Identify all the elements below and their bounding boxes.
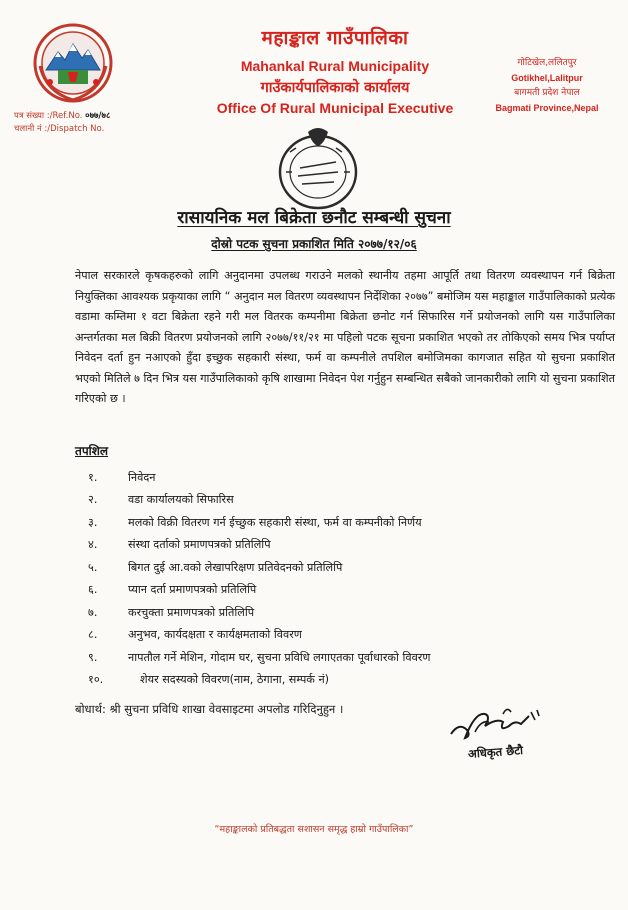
notice-subtitle: दोस्रो पटक सुचना प्रकाशित मिति २०७७/१२/०६ — [211, 237, 417, 251]
list-item-text: निवेदन — [128, 470, 156, 484]
municipality-name-english: Mahankal Rural Municipality — [240, 58, 430, 74]
address-english: Gotikhel,Lalitpur — [511, 73, 583, 83]
list-item-text: शेयर सदस्यको विवरण(नाम, ठेगाना, सम्पर्क नं) — [140, 673, 330, 687]
office-seal-icon — [270, 122, 366, 214]
list-item — [88, 511, 608, 534]
list-item-number: ३. — [88, 515, 98, 529]
signatory-title: अधिकृत छैटौ — [467, 743, 524, 761]
handwritten-signature — [445, 692, 555, 752]
notice-body: नेपाल सरकारले कृषकहरुको लागि अनुदानमा उपलब्ध गराउने मलको स्थानीय तहमा आपूर्ति तथा वितरण व्यवस्थापन गर्न बिक्रेता नियुक्तिका आवश्यक प्रकृयाका लागि “ अनुदान मल वितरण व्यवस्थापन निर्देशिका २०७७” बमोजिम यस महाङ्काल गाउँपालिकाको प्रत्येक वडामा कम्तिमा १ वटा बिक्रेता रहने गरी मल वितरक कम्पनीमा बिक्रेता छनोट गर्न सिफारिस गर्ने प्रयोजनको लागि यस गाउँपालिका अन्तर्गतका मल बिक्री वितरण प्रयोजनको लागि २०७७/११/२१ मा पहिलो पटक सूचना प्रकाशित भएको तर तोकिएको समय भित्र पर्याप्त निवेदन दर्ता हुन नआएको हुँदा इच्छुक सहकारी संस्था, फर्म वा कम्पनीले तपशिल बमोजिमका कागजात सहित यो सुचना प्रकाशित भएको मितिले ७ दिन भित्र यस गाउँपालिकाको कृषि शाखामा निवेदन पेश गर्नुहुन सम्बन्धित सबैको जानकारीको लागि यो सुचना प्रकाशित गरिएको छ । — [75, 269, 615, 405]
list-item — [88, 534, 608, 557]
list-item-text: करचुक्ता प्रमाणपत्रको प्रतिलिपि — [128, 605, 255, 619]
list-item-number: ५. — [88, 560, 98, 574]
list-item — [88, 646, 608, 669]
province-english: Bagmati Province,Nepal — [495, 103, 599, 113]
ref-number: ०७७/७८ — [85, 111, 111, 121]
province-nepali: बागमती प्रदेश नेपाल — [514, 88, 580, 98]
list-item-number: ४. — [88, 538, 98, 552]
list-item-text: संस्था दर्ताको प्रमाणपत्रको प्रतिलिपि — [128, 538, 271, 552]
list-item-number: ६. — [88, 583, 98, 597]
address-block — [482, 56, 612, 116]
ref-label: पत्र संख्या :/Ref.No. — [14, 111, 83, 121]
list-item — [88, 489, 608, 512]
letterhead — [190, 24, 480, 116]
list-item-text: वडा कार्यालयको सिफारिस — [128, 493, 234, 507]
list-item-text: नापतौल गर्ने मेशिन, गोदाम घर, सुचना प्रविधि लगाएतका पूर्वाधारको विवरण — [128, 650, 431, 664]
list-item-number: १०. — [88, 673, 104, 687]
cc-note: बोधार्थ: श्री सुचना प्रविधि शाखा वेवसाइटमा अपलोड गरिदिनुहुन । — [75, 702, 344, 716]
list-item-number: ८. — [88, 628, 98, 642]
list-item — [88, 601, 608, 624]
list-item-text: मलको विक्री वितरण गर्न ईच्छुक सहकारी संस्था, फर्म वा कम्पनीको निर्णय — [128, 515, 422, 529]
list-item-text: बिगत दुई आ.वको लेखापरिक्षण प्रतिवेदनको प्रतिलिपि — [128, 560, 343, 574]
dispatch-label: चलानी नं :/Dispatch No. — [14, 124, 105, 134]
details-heading: तपशिल — [75, 444, 109, 458]
list-item — [88, 624, 608, 647]
footer-slogan: “महाङ्कालको प्रतिबद्धता सशासन समृद्ध हाम्रो गाउँपालिका” — [214, 824, 414, 835]
list-item-number: २. — [88, 493, 98, 507]
nepal-emblem-icon — [32, 22, 114, 104]
reference-block — [14, 110, 110, 136]
list-item-number: ७. — [88, 605, 98, 619]
list-item-text: अनुभव, कार्यदक्षता र कार्यक्षमताको विवरण — [128, 628, 302, 642]
list-item — [88, 669, 608, 692]
list-item — [88, 556, 608, 579]
list-item-number: ९. — [88, 650, 98, 664]
office-name-english: Office Of Rural Municipal Executive — [216, 100, 454, 116]
list-item-text: प्यान दर्ता प्रमाणपत्रको प्रतिलिपि — [128, 583, 257, 597]
office-name-nepali: गाउँकार्यपालिकाको कार्यालय — [260, 80, 410, 96]
list-item-number: १. — [88, 470, 98, 484]
document-list — [88, 466, 608, 691]
notice-title: रासायनिक मल बिक्रेता छनौट सम्बन्धी सुचना — [177, 208, 451, 228]
municipality-name-nepali: महाङ्काल गाउँपालिका — [261, 27, 409, 49]
list-item — [88, 579, 608, 602]
address-nepali: गोटिखेल,ललितपुर — [517, 58, 577, 68]
list-item — [88, 466, 608, 489]
